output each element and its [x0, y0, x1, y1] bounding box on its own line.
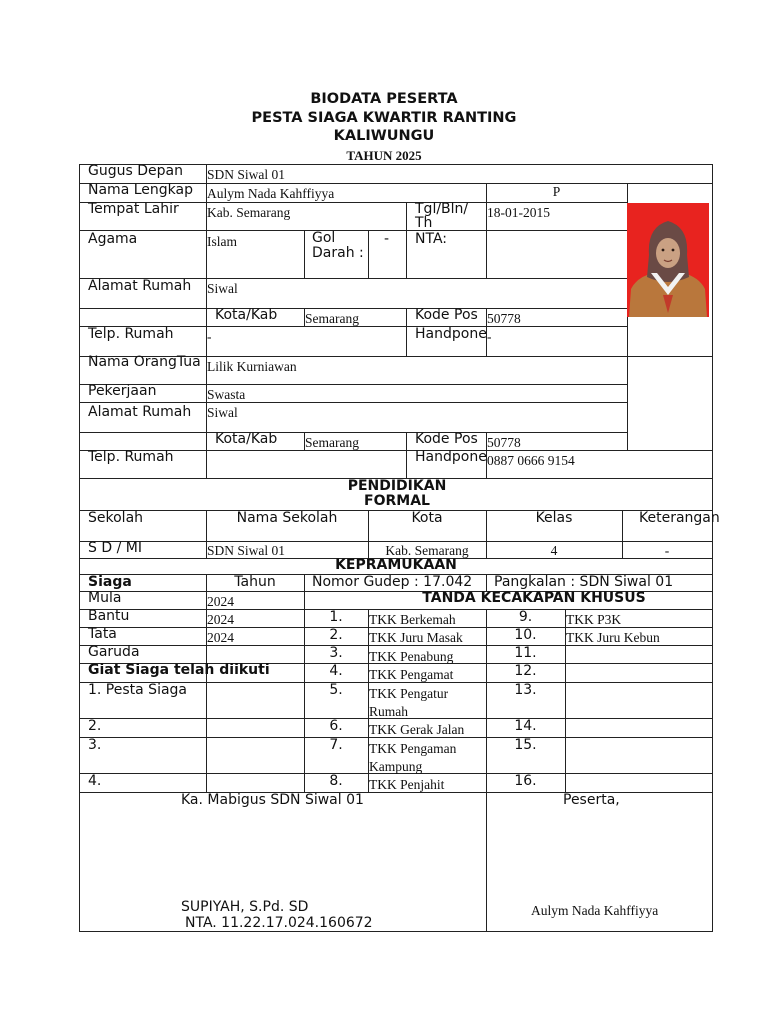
value-gol-darah: - [384, 231, 390, 247]
section-kepramukaan: KEPRAMUKAAN [335, 557, 457, 573]
value-agama: Islam [207, 234, 237, 249]
row-line [79, 450, 713, 451]
tkk-no-11: 11. [514, 645, 537, 661]
header-nama-sekolah: Nama Sekolah [236, 510, 338, 526]
col-line [368, 230, 369, 278]
tkk-no-16: 16. [514, 773, 537, 789]
header-keterangan: Keterangan [639, 510, 720, 526]
tkk-name-5: TKK Pengatur Rumah [369, 686, 449, 719]
row-line [79, 627, 713, 628]
label-nama-orangtua: Nama OrangTua [88, 354, 201, 370]
value-giat-3: 3. [88, 737, 102, 753]
value-gender: P [552, 184, 561, 199]
label-level-garuda: Garuda [88, 644, 140, 660]
section-pendidikan-formal: PENDIDIKAN FORMAL [347, 478, 447, 509]
value-pekerjaan: Swasta [207, 387, 246, 402]
tkk-no-8: 8. [329, 773, 343, 789]
tkk-name-9: TKK P3K [566, 612, 622, 627]
signature-mabigus-title: Ka. Mabigus SDN Siwal 01 [181, 792, 364, 808]
col-line [486, 574, 487, 591]
label-kota-kab: Kota/Kab [215, 307, 278, 323]
value-pangkalan: Pangkalan : SDN Siwal 01 [494, 574, 674, 590]
tkk-no-12: 12. [514, 663, 537, 679]
value-giat-1: 1. Pesta Siaga [88, 682, 187, 698]
tkk-name-2: TKK Juru Masak [369, 630, 463, 645]
tkk-no-7: 7. [329, 737, 343, 753]
tkk-name-4: TKK Pengamat [369, 667, 454, 682]
col-line [406, 308, 407, 356]
col-line [406, 432, 407, 478]
value-tgl-lahir: 18-01-2015 [487, 205, 550, 220]
title-biodata: BIODATA PESERTA [310, 91, 458, 107]
col-line [304, 230, 305, 278]
label-tgl-lahir: Tgl/Bln/ Th [415, 201, 469, 231]
tkk-no-15: 15. [514, 737, 537, 753]
value-kode-pos-orangtua: 50778 [487, 435, 521, 450]
label-kode-pos: Kode Pos [415, 307, 478, 323]
value-jenjang-sekolah: S D / MI [88, 540, 142, 556]
tkk-no-5: 5. [329, 682, 343, 698]
label-tempat-lahir: Tempat Lahir [88, 201, 179, 217]
signature-mabigus-name: SUPIYAH, S.Pd. SD [181, 899, 309, 915]
value-tempat-lahir: Kab. Semarang [207, 205, 291, 220]
tkk-name-1: TKK Berkemah [369, 612, 456, 627]
tkk-name-10: TKK Juru Kebun [566, 630, 660, 645]
value-nomor-gudep: Nomor Gudep : 17.042 [312, 574, 473, 590]
label-gol-darah: Gol Darah : [312, 230, 364, 261]
label-giat-siaga: Giat Siaga telah diikuti [88, 662, 270, 678]
header-kelas: Kelas [535, 510, 573, 526]
value-telp-rumah: - [207, 329, 212, 344]
value-handpone: - [487, 329, 492, 344]
section-tkk: TANDA KECAKAPAN KHUSUS [422, 590, 646, 606]
value-gugus-depan: SDN Siwal 01 [207, 167, 286, 182]
label-telp-orangtua: Telp. Rumah [88, 449, 174, 465]
row-line [79, 737, 713, 738]
label-level-bantu: Bantu [88, 608, 130, 624]
signature-peserta-title: Peserta, [563, 792, 620, 808]
label-pekerjaan: Pekerjaan [88, 383, 157, 399]
row-line [79, 432, 627, 433]
value-alamat-orangtua: Siwal [207, 405, 238, 420]
label-level-mula: Mula [88, 590, 122, 606]
value-giat-2: 2. [88, 718, 102, 734]
header-kota: Kota [411, 510, 443, 526]
tkk-no-13: 13. [514, 682, 537, 698]
value-kota-sekolah: Kab. Semarang [385, 543, 469, 558]
label-handpone-orangtua: Handpone [415, 449, 487, 465]
value-level-bantu: 2024 [207, 612, 234, 627]
row-line [79, 308, 627, 309]
label-agama: Agama [88, 231, 138, 247]
label-level-tata: Tata [88, 626, 117, 642]
signature-mabigus-nta: NTA. 11.22.17.024.160672 [185, 915, 373, 931]
participant-photo-icon [627, 203, 709, 317]
value-keterangan: - [664, 543, 670, 558]
tkk-no-2: 2. [329, 627, 343, 643]
label-alamat-rumah: Alamat Rumah [88, 278, 192, 294]
row-line [79, 541, 713, 542]
label-alamat-orangtua: Alamat Rumah [88, 404, 192, 420]
value-alamat-rumah: Siwal [207, 281, 238, 296]
tkk-name-8: TKK Penjahit [369, 777, 445, 792]
tkk-no-6: 6. [329, 718, 343, 734]
label-handpone: Handpone [415, 326, 487, 342]
value-nama-sekolah: SDN Siwal 01 [207, 543, 286, 558]
value-kelas: 4 [550, 543, 558, 558]
col-line [406, 202, 407, 278]
value-kota-kab: Semarang [305, 311, 359, 326]
tkk-name-7: TKK Pengaman Kampung [369, 741, 457, 774]
value-kode-pos: 50778 [487, 311, 521, 326]
row-line [79, 609, 713, 610]
title-year: TAHUN 2025 [346, 148, 422, 163]
header-sekolah: Sekolah [88, 510, 144, 526]
value-giat-4: 4. [88, 773, 102, 789]
label-siaga: Siaga [88, 574, 132, 590]
title-event: PESTA SIAGA KWARTIR RANTING [251, 110, 517, 126]
tkk-no-9: 9. [518, 609, 533, 625]
label-kota-kab-orangtua: Kota/Kab [215, 431, 278, 447]
tkk-no-3: 3. [329, 645, 343, 661]
value-nama-orangtua: Lilik Kurniawan [207, 359, 297, 374]
value-level-tata: 2024 [207, 630, 234, 645]
row-line [79, 402, 627, 403]
tkk-no-10: 10. [514, 627, 537, 643]
value-level-mula: 2024 [207, 594, 234, 609]
value-nama-lengkap: Aulym Nada Kahffiyya [207, 186, 335, 201]
label-nama-lengkap: Nama Lengkap [88, 182, 193, 198]
tkk-no-4: 4. [329, 663, 343, 679]
participant-photo [627, 203, 709, 317]
tkk-name-6: TKK Gerak Jalan [369, 722, 465, 737]
label-kode-pos-orangtua: Kode Pos [415, 431, 478, 447]
label-nta: NTA: [415, 231, 447, 247]
tkk-no-1: 1. [329, 609, 343, 625]
value-kota-kab-orangtua: Semarang [305, 435, 359, 450]
row-line [79, 645, 713, 646]
signature-peserta-name: Aulym Nada Kahffiyya [531, 903, 659, 918]
value-handpone-orangtua: 0887 0666 9154 [487, 453, 575, 468]
tkk-no-14: 14. [514, 718, 537, 734]
label-telp-rumah: Telp. Rumah [88, 326, 174, 342]
label-gugus-depan: Gugus Depan [88, 163, 183, 179]
col-line [486, 792, 487, 932]
row-line [79, 384, 627, 385]
tkk-name-3: TKK Penabung [369, 649, 454, 664]
label-tahun: Tahun [234, 574, 276, 590]
title-location: KALIWUNGU [333, 128, 435, 144]
